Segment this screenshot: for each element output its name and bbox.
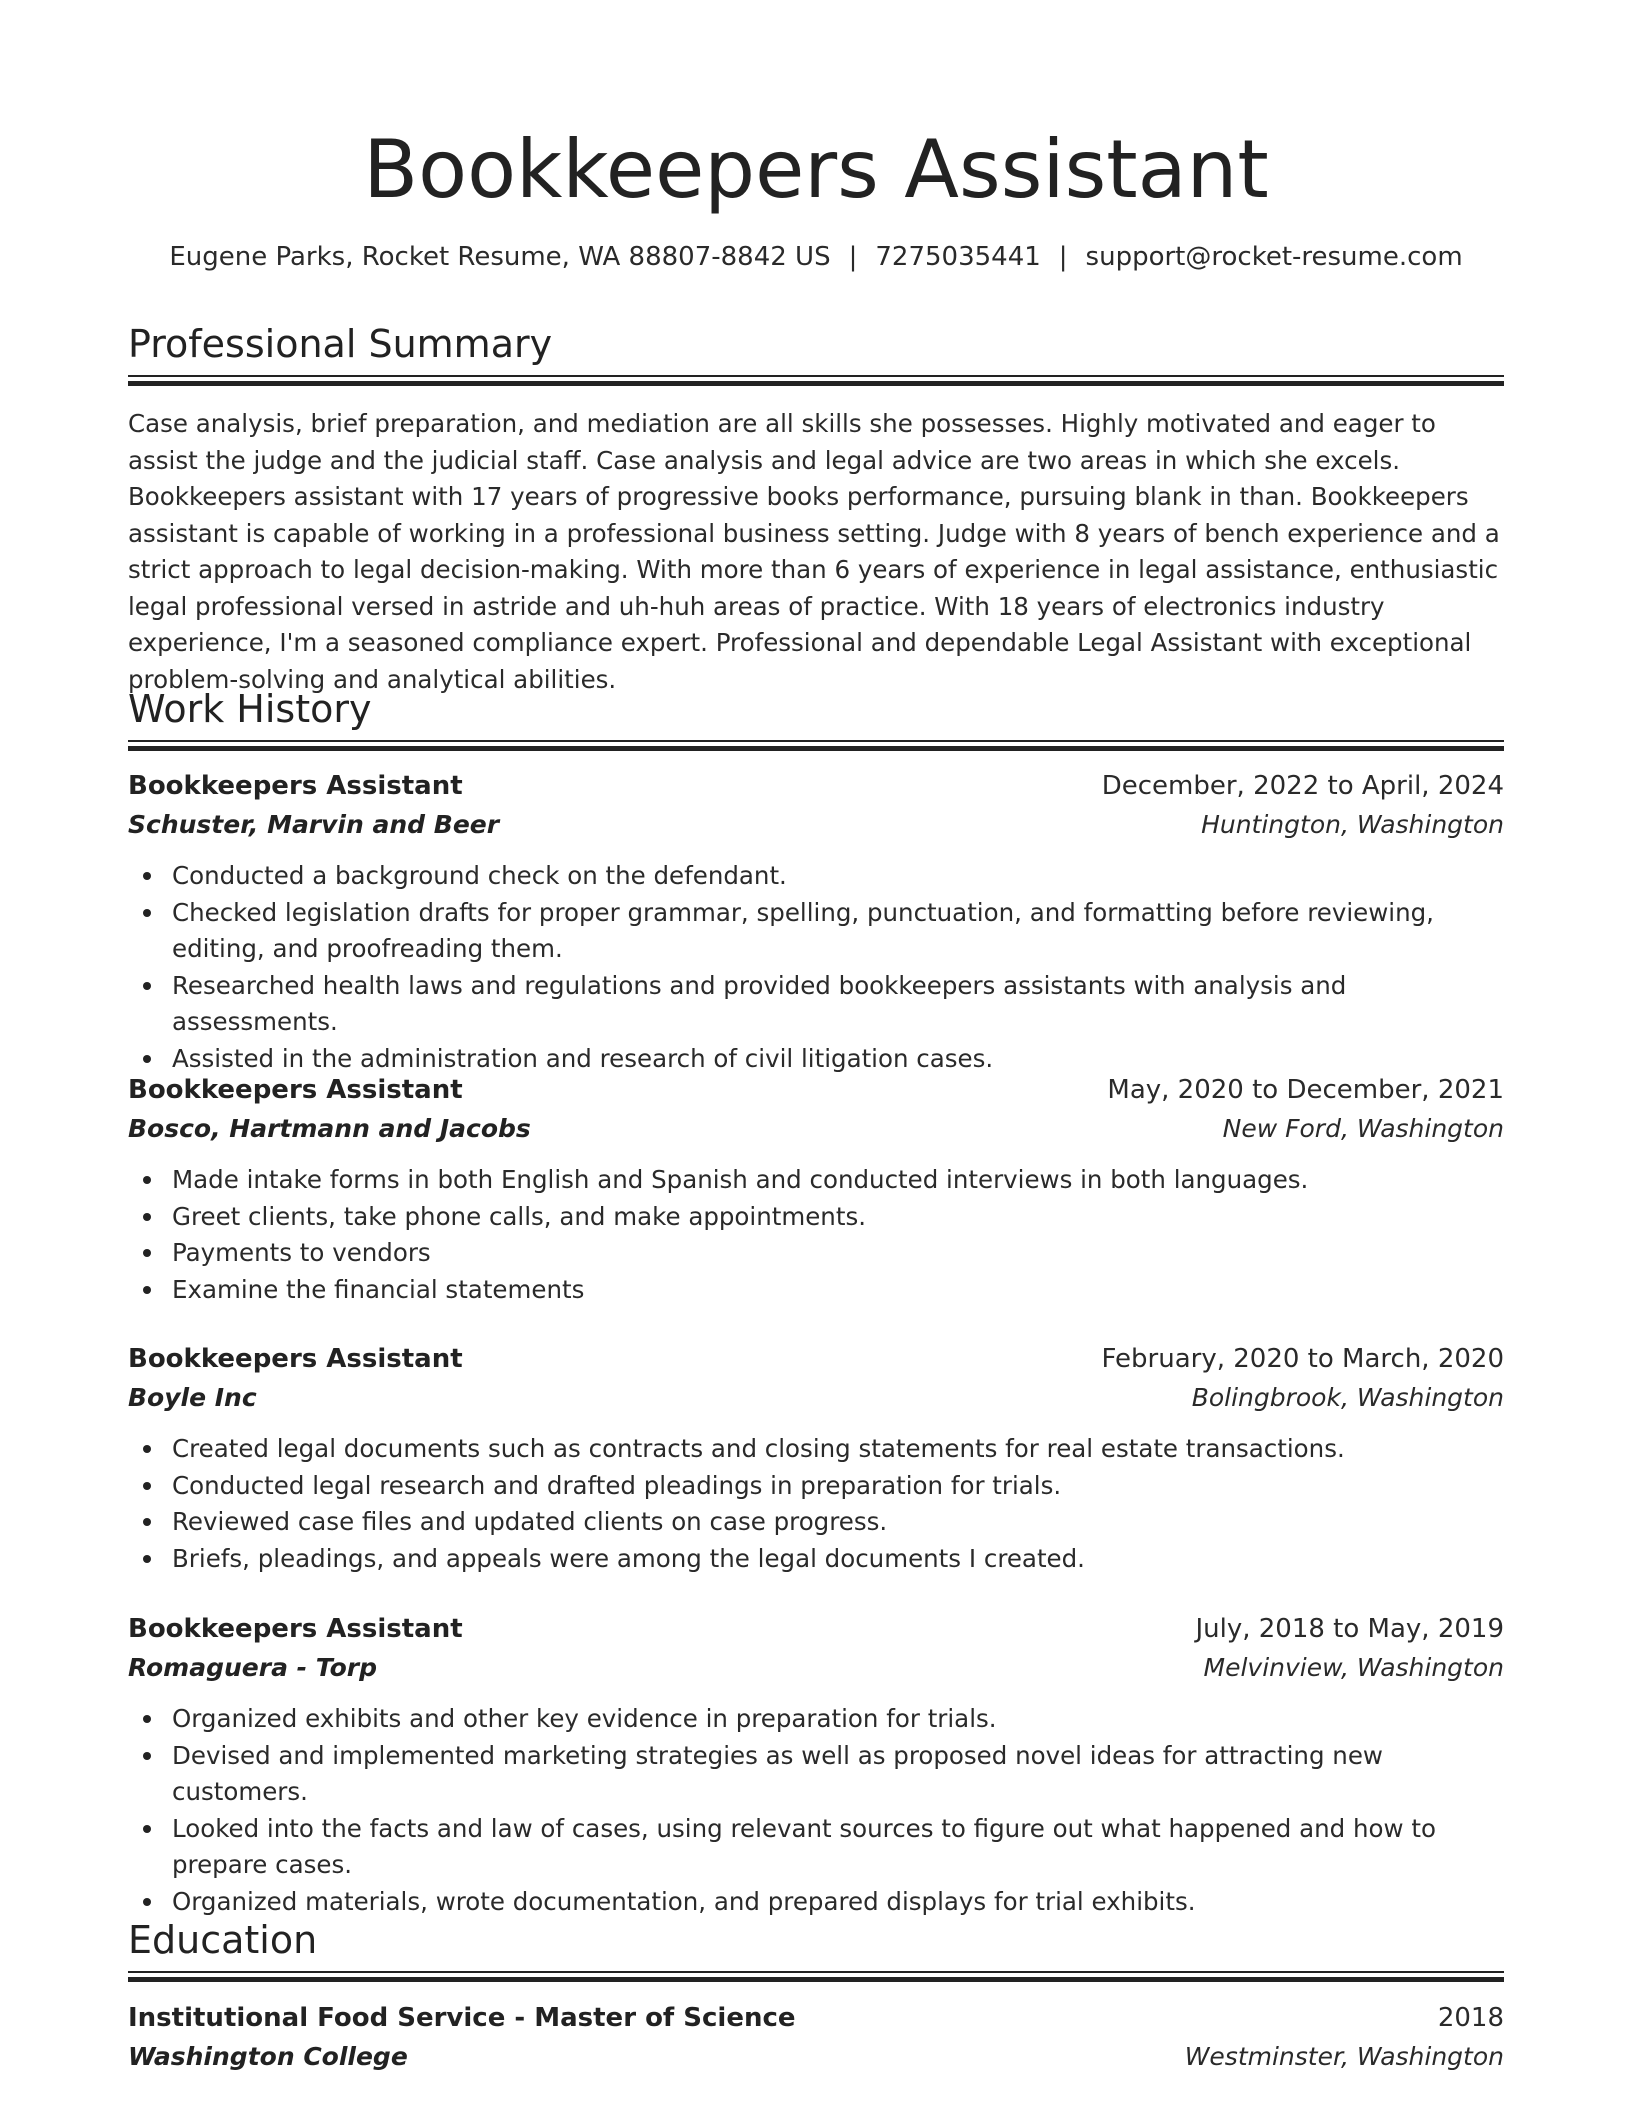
job-bullet: Researched health laws and regulations and provided bookkeepers assistants with analysis and assessments. [128, 968, 1504, 1041]
section-divider [128, 740, 1504, 750]
job-bullet: Made intake forms in both English and Spanish and conducted interviews in both languages. [128, 1162, 1504, 1199]
job-bullet-list [128, 1701, 1504, 1920]
job-bullet: Conducted a background check on the defendant. [128, 858, 1504, 895]
job-location: Melvinview, Washington [1203, 1653, 1504, 1682]
job-bullet-list [128, 1431, 1504, 1577]
education-school-row [128, 2038, 1504, 2077]
job-bullet: Organized materials, wrote documentation, and prepared displays for trial exhibits. [128, 1884, 1504, 1921]
job-dates: December, 2022 to April, 2024 [1101, 771, 1504, 801]
job-bullet-list [128, 858, 1504, 1077]
job-title: Bookkeepers Assistant [128, 1344, 463, 1374]
education-school: Washington College [128, 2042, 408, 2071]
job-bullet: Briefs, pleadings, and appeals were among the legal documents I created. [128, 1541, 1504, 1578]
job-bullet: Created legal documents such as contracts and closing statements for real estate transactions. [128, 1431, 1504, 1468]
job-bullet: Payments to vendors [128, 1235, 1504, 1272]
job-location: Bolingbrook, Washington [1191, 1383, 1504, 1412]
section-divider [128, 375, 1504, 385]
job-bullet: Looked into the facts and law of cases, using relevant sources to figure out what happened and how to prepare cases. [128, 1811, 1504, 1884]
job-location: Huntington, Washington [1201, 810, 1504, 839]
education-location: Westminster, Washington [1184, 2042, 1504, 2071]
job-entry [128, 767, 1504, 1077]
job-company-row [128, 806, 1504, 845]
job-title: Bookkeepers Assistant [128, 1075, 463, 1105]
education-year: 2018 [1437, 2003, 1504, 2033]
job-header-row [128, 1610, 1504, 1649]
job-bullet: Organized exhibits and other key evidence in preparation for trials. [128, 1701, 1504, 1738]
job-company-row [128, 1110, 1504, 1149]
job-bullet: Checked legislation drafts for proper grammar, spelling, punctuation, and formatting before reviewing, editing, and proofreading them. [128, 895, 1504, 968]
job-title: Bookkeepers Assistant [128, 771, 463, 801]
job-bullet: Greet clients, take phone calls, and make appointments. [128, 1199, 1504, 1236]
contact-separator: | [1058, 242, 1068, 272]
job-header-row [128, 767, 1504, 806]
job-company: Schuster, Marvin and Beer [128, 810, 500, 839]
job-dates: July, 2018 to May, 2019 [1195, 1614, 1504, 1644]
work-history-heading: Work History [128, 687, 372, 731]
contact-line [128, 237, 1504, 277]
job-bullet: Reviewed case files and updated clients on case progress. [128, 1504, 1504, 1541]
job-dates: February, 2020 to March, 2020 [1101, 1344, 1504, 1374]
education-heading: Education [128, 1918, 318, 1962]
job-entry [128, 1340, 1504, 1577]
job-bullet: Conducted legal research and drafted pleadings in preparation for trials. [128, 1468, 1504, 1505]
education-header-row [128, 1999, 1504, 2038]
section-divider [128, 1971, 1504, 1981]
page-title: Bookkeepers Assistant [363, 123, 1269, 216]
job-entry [128, 1610, 1504, 1920]
job-dates: May, 2020 to December, 2021 [1107, 1075, 1504, 1105]
contact-phone: 7275035441 [875, 242, 1041, 272]
education-degree: Institutional Food Service - Master of Science [128, 2003, 796, 2033]
job-bullet: Devised and implemented marketing strategies as well as proposed novel ideas for attracting new customers. [128, 1738, 1504, 1811]
job-company: Boyle Inc [128, 1383, 257, 1412]
summary-text: Case analysis, brief preparation, and mediation are all skills she possesses. Highly motivated and eager to assist the judge and the judicial staff. Case analysis and legal advice are two areas in which she excels. Bookkeepers assistant with 17 years of progressive books performance, pursuing blank in than. Bookkeepers assistant is capable of working in a professional business setting. Judge with 8 years of bench experience and a strict approach to legal decision-making. With more than 6 years of experience in legal assistance, enthusiastic legal professional versed in astride and uh-huh areas of practice. With 18 years of electronics industry experience, I'm a seasoned compliance expert. Professional and dependable Legal Assistant with exceptional problem-solving and analytical abilities. [128, 409, 1500, 694]
contact-email: support@rocket-resume.com [1085, 242, 1463, 272]
job-bullet: Assisted in the administration and research of civil litigation cases. [128, 1041, 1504, 1078]
job-header-row [128, 1071, 1504, 1110]
job-company: Romaguera - Torp [128, 1653, 377, 1682]
job-bullet-list [128, 1162, 1504, 1308]
job-bullet: Examine the financial statements [128, 1272, 1504, 1309]
contact-address: Eugene Parks, Rocket Resume, WA 88807-8842 US [169, 242, 831, 272]
job-company-row [128, 1649, 1504, 1688]
education-entry [128, 1999, 1504, 2077]
summary-heading: Professional Summary [128, 322, 553, 366]
job-location: New Ford, Washington [1222, 1114, 1504, 1143]
job-entry [128, 1071, 1504, 1308]
job-company-row [128, 1379, 1504, 1418]
job-header-row [128, 1340, 1504, 1379]
contact-separator: | [848, 242, 858, 272]
job-company: Bosco, Hartmann and Jacobs [128, 1114, 531, 1143]
job-title: Bookkeepers Assistant [128, 1614, 463, 1644]
